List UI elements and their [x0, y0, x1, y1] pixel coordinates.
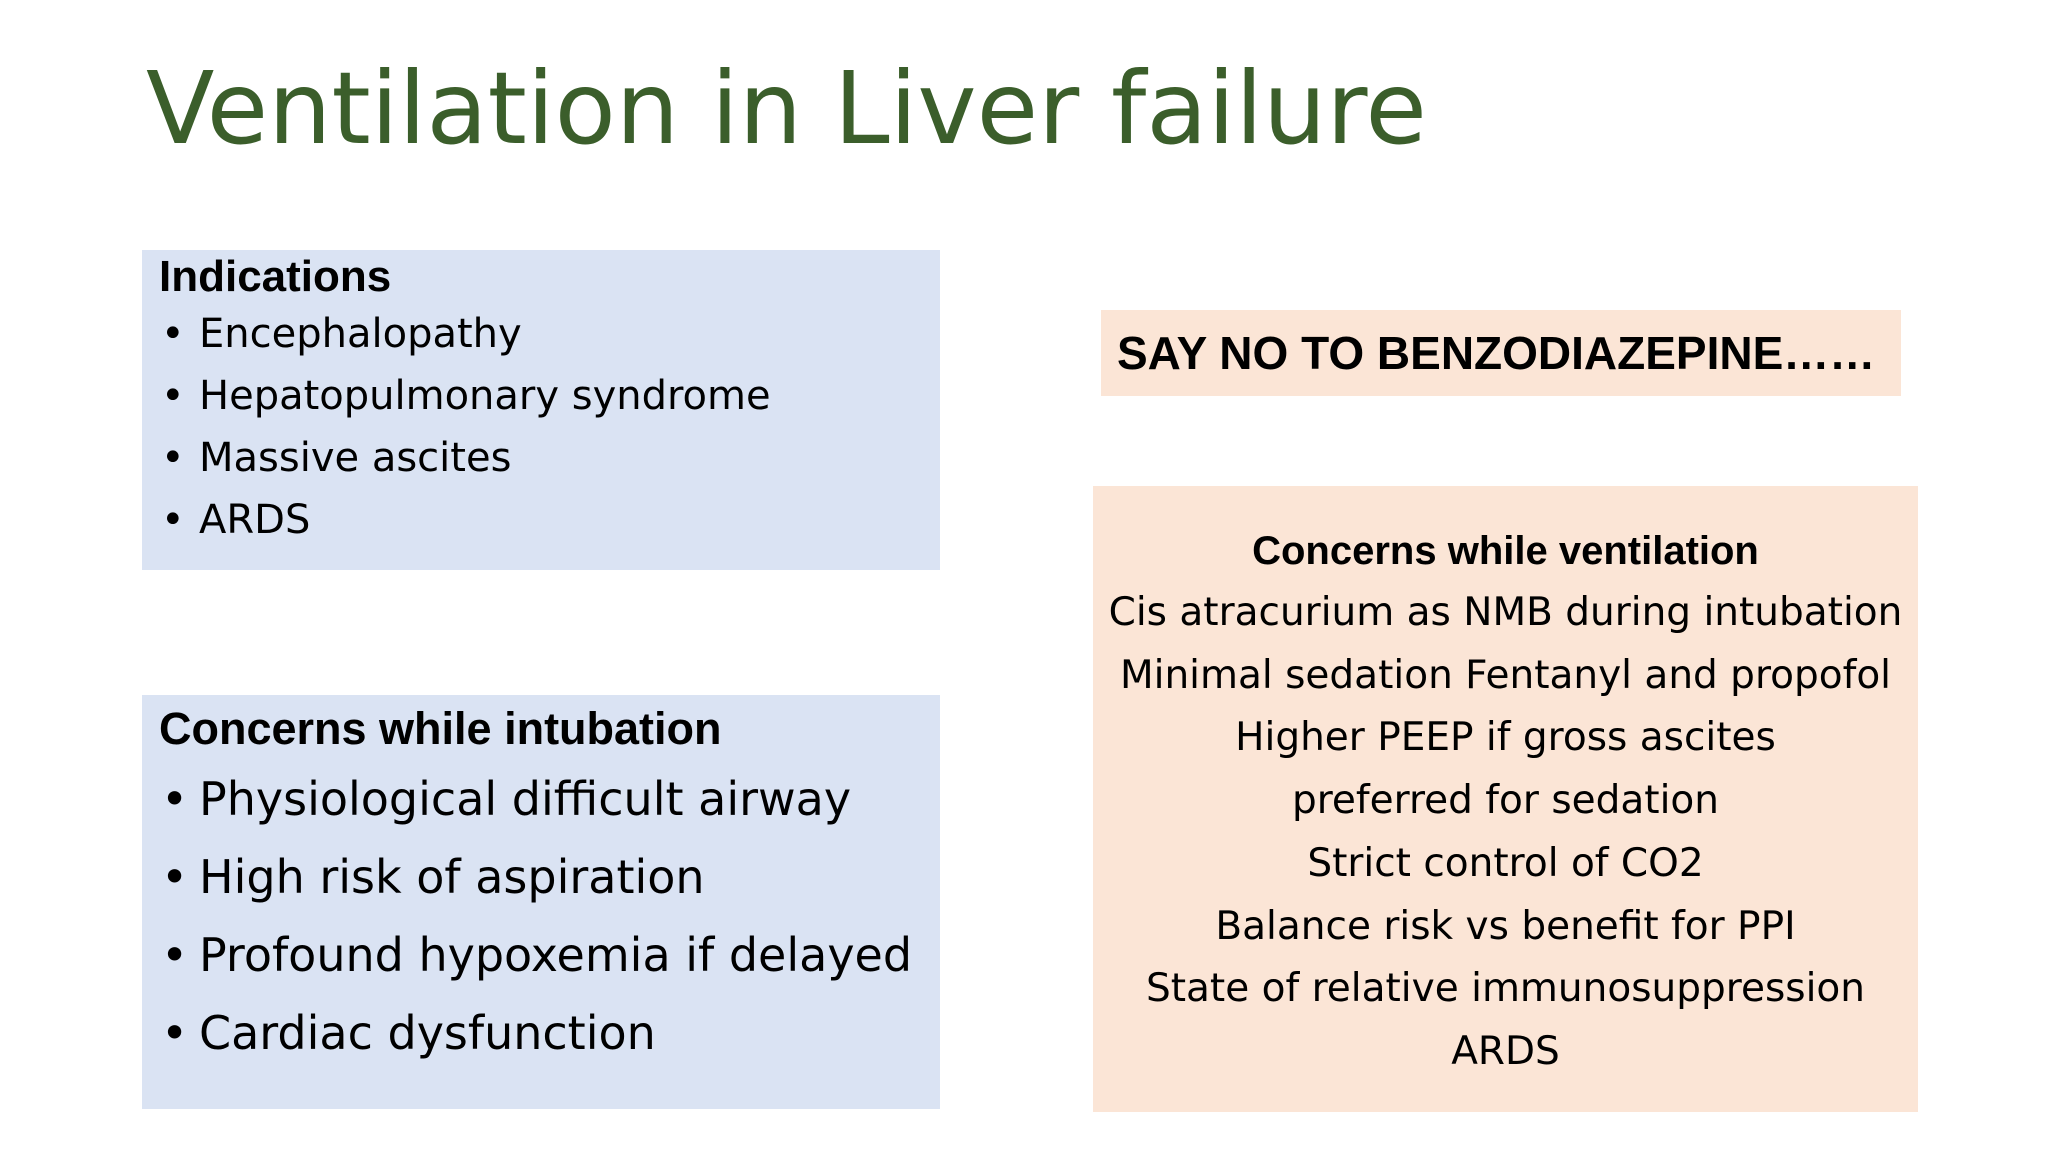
bullet-icon: • — [161, 772, 189, 826]
bullet-icon: • — [161, 1006, 189, 1060]
list-item: Balance risk vs benefit for PPI — [1215, 903, 1796, 949]
list-item — [159, 427, 940, 489]
ventilation-concerns-box — [1093, 486, 1918, 1112]
bullet-icon: • — [161, 497, 185, 543]
list-item-text: ARDS — [199, 497, 311, 543]
indications-box — [142, 250, 940, 570]
ventilation-concerns-list — [1093, 582, 1918, 1084]
slide-title: Ventilation in Liver failure — [146, 50, 1427, 167]
indications-list — [159, 303, 940, 551]
list-item — [159, 365, 940, 427]
list-item-text: High risk of aspiration — [199, 850, 705, 904]
list-item-text: Cardiac dysfunction — [199, 1006, 656, 1060]
list-item-text: Encephalopathy — [199, 311, 522, 357]
intubation-concerns-box — [142, 695, 940, 1109]
indications-heading: Indications — [159, 252, 392, 301]
ventilation-concerns-heading: Concerns while ventilation — [1252, 529, 1759, 573]
list-item — [159, 760, 940, 838]
intubation-concerns-heading: Concerns while intubation — [159, 703, 722, 754]
list-item — [159, 303, 940, 365]
list-item — [159, 916, 940, 994]
list-item-text: Massive ascites — [199, 435, 512, 481]
list-item-text: Physiological difficult airway — [199, 772, 852, 826]
bullet-icon: • — [161, 850, 189, 904]
benzodiazepine-warning-text: SAY NO TO BENZODIAZEPINE…… — [1117, 327, 1876, 379]
list-item — [159, 838, 940, 916]
list-item — [159, 489, 940, 551]
bullet-icon: • — [161, 311, 185, 357]
list-item: Strict control of CO2 — [1307, 840, 1704, 886]
list-item: preferred for sedation — [1291, 778, 1720, 824]
bullet-icon: • — [161, 373, 185, 419]
list-item: Minimal sedation Fentanyl and propofol — [1119, 652, 1892, 698]
bullet-icon: • — [161, 928, 189, 982]
benzodiazepine-warning-box — [1101, 310, 1901, 396]
bullet-icon: • — [161, 435, 185, 481]
list-item: State of relative immunosuppression — [1145, 966, 1865, 1012]
intubation-concerns-list — [159, 760, 940, 1072]
list-item: Cis atracurium as NMB during intubation — [1108, 590, 1903, 635]
list-item-text: Profound hypoxemia if delayed — [199, 928, 913, 982]
list-item: ARDS — [1451, 1028, 1560, 1074]
list-item-text: Hepatopulmonary syndrome — [199, 373, 771, 419]
list-item — [159, 994, 940, 1072]
list-item: Higher PEEP if gross ascites — [1235, 715, 1776, 761]
